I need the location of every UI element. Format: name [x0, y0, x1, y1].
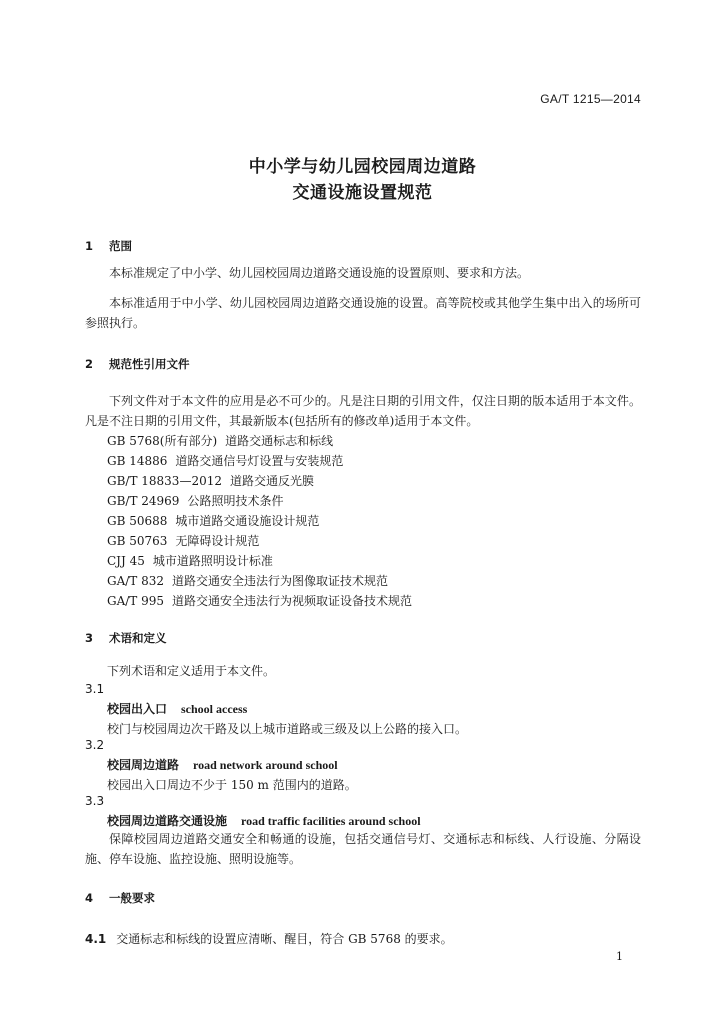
clause-text: 交通标志和标线的设置应清晰、醒目，符合 GB 5768 的要求。	[116, 932, 453, 946]
term-definition: 校门与校园周边次干路及以上城市道路或三级及以上公路的接入口。	[107, 722, 468, 736]
reference-item: GB 50688 城市道路交通设施设计规范	[107, 514, 320, 528]
section-2-heading	[85, 356, 190, 372]
section-number: 2	[85, 357, 94, 371]
section-4-heading	[85, 890, 155, 906]
reference-item: GB/T 18833—2012 道路交通反光膜	[107, 474, 314, 488]
standard-code: GA/T 1215—2014	[540, 92, 641, 106]
scope-paragraph-2: 本标准适用于中小学、幼儿园校园周边道路交通设施的设置。高等院校或其他学生集中出入的场所可参照执行。	[85, 296, 641, 330]
scope-paragraph-1: 本标准规定了中小学、幼儿园校园周边道路交通设施的设置原则、要求和方法。	[109, 266, 530, 280]
term-heading: 校园周边道路 road network around school	[107, 758, 338, 772]
term-number: 3.1	[85, 682, 105, 696]
terms-intro: 下列术语和定义适用于本文件。	[107, 664, 276, 678]
term-definition: 保障校园周边道路交通安全和畅通的设施，包括交通信号灯、交通标志和标线、人行设施、分隔设施、停车设施、监控设施、照明设施等。	[85, 832, 641, 866]
term-definition: 校园出入口周边不少于 150 m 范围内的道路。	[107, 778, 357, 792]
section-title: 规范性引用文件	[109, 357, 190, 371]
section-number: 4	[85, 891, 94, 905]
reference-item: CJJ 45 城市道路照明设计标准	[107, 554, 273, 568]
section-title: 范围	[109, 239, 132, 253]
references-intro: 下列文件对于本文件的应用是必不可少的。凡是注日期的引用文件，仅注日期的版本适用于本文件。凡是不注日期的引用文件，其最新版本(包括所有的修改单)适用于本文件。	[85, 394, 641, 428]
section-title: 一般要求	[109, 891, 155, 905]
reference-item: GB 14886 道路交通信号灯设置与安装规范	[107, 454, 344, 468]
clause-number: 4.1	[85, 932, 107, 946]
term-heading: 校园出入口 school access	[107, 702, 248, 716]
section-title: 术语和定义	[109, 631, 167, 645]
section-number: 1	[85, 239, 94, 253]
term-heading: 校园周边道路交通设施 road traffic facilities around school	[107, 814, 421, 828]
reference-item: GA/T 995 道路交通安全违法行为视频取证设备技术规范	[107, 594, 413, 608]
clause-4-1	[85, 930, 453, 947]
reference-item: GA/T 832 道路交通安全违法行为图像取证技术规范	[107, 574, 389, 588]
document-title-line-1: 中小学与幼儿园校园周边道路	[248, 157, 477, 177]
reference-item: GB/T 24969 公路照明技术条件	[107, 494, 284, 508]
section-3-heading	[85, 630, 167, 646]
term-number: 3.2	[85, 738, 105, 752]
document-title-line-2: 交通设施设置规范	[292, 183, 433, 203]
term-number: 3.3	[85, 794, 105, 808]
section-number: 3	[85, 631, 94, 645]
section-1-heading	[85, 238, 132, 254]
page-number: 1	[616, 950, 623, 963]
reference-item: GB 50763 无障碍设计规范	[107, 534, 260, 548]
reference-item: GB 5768(所有部分) 道路交通标志和标线	[107, 434, 334, 448]
